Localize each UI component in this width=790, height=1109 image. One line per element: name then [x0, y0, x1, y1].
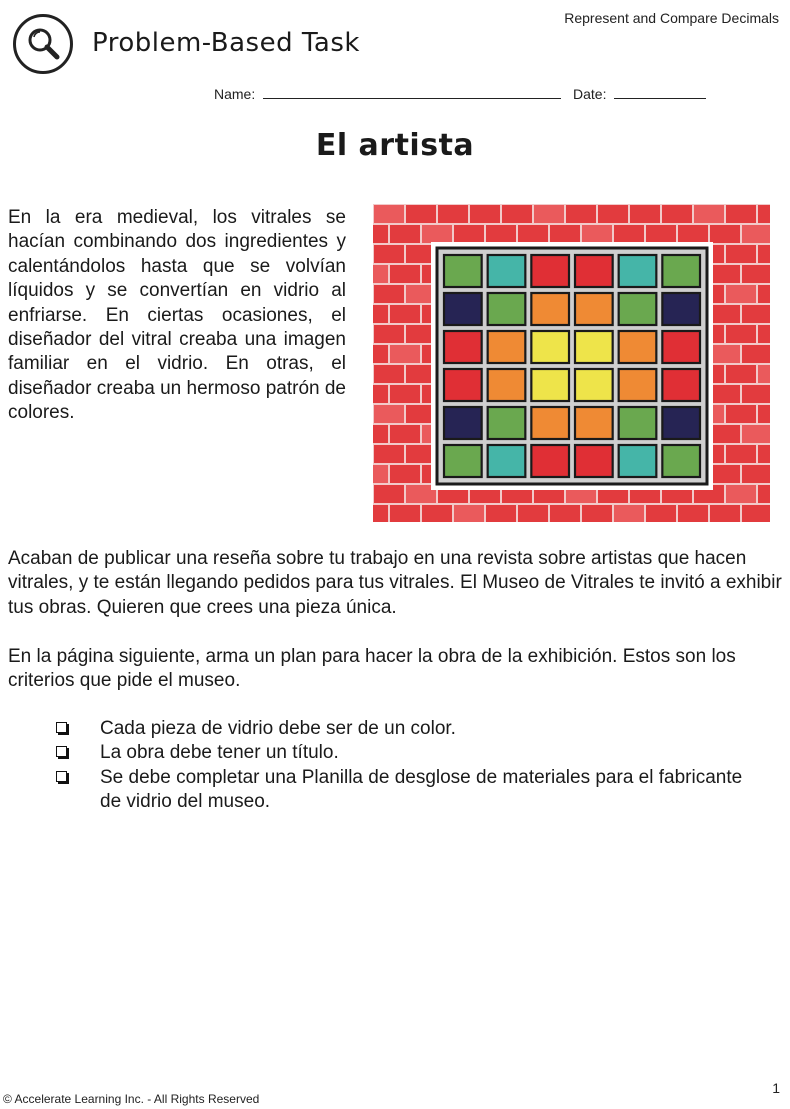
brick — [422, 225, 452, 243]
brick — [758, 245, 770, 263]
criteria-text: Se debe completar una Planilla de desglose de materiales para el fabricante de vidrio del museo. — [100, 766, 743, 813]
glass-pane-orange — [575, 407, 613, 439]
criteria-item — [56, 717, 756, 741]
glass-pane-orange — [619, 331, 657, 363]
brick — [710, 425, 740, 443]
magnifying-glass-icon — [13, 14, 73, 74]
brick — [534, 205, 564, 223]
brick — [390, 425, 420, 443]
brick — [373, 425, 388, 443]
brick — [742, 265, 770, 283]
brick — [598, 205, 628, 223]
brick — [438, 205, 468, 223]
brick — [694, 205, 724, 223]
brick — [373, 225, 388, 243]
brick — [742, 425, 770, 443]
paragraph-instructions: En la página siguiente, arma un plan para hacer la obra de la exhibición. Estos son los criterios que pide el museo. — [8, 646, 736, 692]
glass-pane-red — [531, 445, 569, 477]
glass-pane-yellow — [531, 331, 569, 363]
glass-pane-orange — [531, 407, 569, 439]
brick — [758, 405, 770, 423]
date-label: Date: — [573, 86, 607, 102]
criteria-text: La obra debe tener un título. — [100, 742, 339, 764]
brick — [454, 225, 484, 243]
brick — [758, 325, 770, 343]
brick — [742, 465, 770, 483]
glass-pane-yellow — [575, 331, 613, 363]
brick — [374, 205, 404, 223]
glass-pane-teal — [619, 255, 657, 287]
brick — [726, 285, 756, 303]
brick — [726, 325, 756, 343]
brick — [374, 405, 404, 423]
brick — [758, 365, 770, 383]
glass-pane-teal — [488, 445, 526, 477]
glass-pane-orange — [575, 293, 613, 325]
brick — [373, 465, 388, 483]
glass-pane-red — [575, 255, 613, 287]
brick — [406, 205, 436, 223]
brick — [614, 225, 644, 243]
intro-paragraph: En la era medieval, los vitrales se hacían combinando dos ingredientes y calentándolos hasta que se volvían líquidos y se convertían en vidrio al enfriarse. En ciertas ocasiones, el diseñador del vitral creaba una imagen familiar en el vidrio. En otras, el diseñador creaba un hermoso patrón de colores. — [8, 207, 347, 424]
brick — [742, 505, 770, 522]
brick — [742, 385, 770, 403]
glass-pane-orange — [488, 369, 526, 401]
brick — [390, 505, 420, 522]
paragraph-commission: Acaban de publicar una reseña sobre tu trabajo en una revista sobre artistas que hacen vitrales, y te están llegando pedidos para tus vitrales. El Museo de Vitrales te invitó a exhibir tus obras. Quieren que crees una pieza única. — [8, 548, 782, 618]
checkbox-icon — [56, 746, 67, 757]
glass-pane-red — [662, 331, 700, 363]
brick — [390, 225, 420, 243]
glass-pane-green — [488, 293, 526, 325]
glass-pane-yellow — [531, 369, 569, 401]
brick — [374, 485, 404, 503]
brick — [678, 505, 708, 522]
brick — [518, 225, 548, 243]
brick — [710, 265, 740, 283]
checkbox-icon — [56, 771, 67, 782]
brick — [486, 225, 516, 243]
brick — [374, 285, 404, 303]
checkbox-icon — [56, 722, 67, 733]
glass-pane-green — [619, 293, 657, 325]
brick — [374, 245, 404, 263]
brick — [550, 505, 580, 522]
brick — [390, 265, 420, 283]
glass-pane-teal — [488, 255, 526, 287]
brick — [374, 445, 404, 463]
glass-pane-red — [575, 445, 613, 477]
name-date-line — [214, 86, 706, 102]
name-label: Name: — [214, 86, 256, 102]
glass-pane-red — [531, 255, 569, 287]
brick — [486, 505, 516, 522]
brick — [726, 485, 756, 503]
brick — [373, 385, 388, 403]
header-title: Problem-Based Task — [92, 28, 360, 58]
brick — [710, 305, 740, 323]
brick — [390, 465, 420, 483]
brick — [726, 445, 756, 463]
page-number: 1 — [772, 1080, 780, 1096]
header-subject: Represent and Compare Decimals — [564, 10, 779, 26]
glass-pane-orange — [488, 331, 526, 363]
brick — [758, 445, 770, 463]
glass-pane-navy — [444, 407, 482, 439]
brick — [374, 325, 404, 343]
criteria-text: Cada pieza de vidrio debe ser de un color. — [100, 718, 456, 739]
criteria-item — [56, 741, 756, 765]
glass-pane-yellow — [575, 369, 613, 401]
brick — [518, 505, 548, 522]
criteria-list — [56, 717, 756, 815]
brick — [758, 205, 770, 223]
brick — [390, 305, 420, 323]
brick — [710, 225, 740, 243]
brick — [646, 225, 676, 243]
stained-glass-image — [373, 204, 770, 522]
brick — [726, 365, 756, 383]
glass-pane-navy — [444, 293, 482, 325]
brick — [373, 505, 388, 522]
glass-pane-green — [444, 255, 482, 287]
brick — [758, 285, 770, 303]
glass-pane-teal — [619, 445, 657, 477]
brick — [373, 265, 388, 283]
brick — [710, 505, 740, 522]
brick — [454, 505, 484, 522]
date-field[interactable] — [614, 86, 706, 99]
brick — [710, 465, 740, 483]
brick — [742, 225, 770, 243]
footer-copyright: © Accelerate Learning Inc. - All Rights Reserved — [3, 1092, 260, 1106]
glass-pane-green — [619, 407, 657, 439]
brick — [630, 205, 660, 223]
brick — [422, 505, 452, 522]
brick — [502, 205, 532, 223]
brick — [710, 385, 740, 403]
glass-pane-red — [662, 369, 700, 401]
brick — [566, 205, 596, 223]
brick — [390, 345, 420, 363]
brick — [582, 225, 612, 243]
brick — [646, 505, 676, 522]
brick — [726, 245, 756, 263]
brick — [726, 205, 756, 223]
brick — [726, 405, 756, 423]
criteria-item — [56, 766, 756, 815]
brick — [742, 305, 770, 323]
brick — [710, 345, 740, 363]
brick — [758, 485, 770, 503]
brick — [390, 385, 420, 403]
brick — [662, 205, 692, 223]
brick — [373, 305, 388, 323]
brick — [614, 505, 644, 522]
glass-pane-green — [444, 445, 482, 477]
brick — [550, 225, 580, 243]
glass-pane-green — [488, 407, 526, 439]
brick — [374, 365, 404, 383]
brick — [470, 205, 500, 223]
brick — [373, 345, 388, 363]
glass-pane-navy — [662, 407, 700, 439]
brick — [678, 225, 708, 243]
glass-pane-orange — [619, 369, 657, 401]
page-title: El artista — [315, 128, 475, 163]
glass-pane-navy — [662, 293, 700, 325]
glass-pane-red — [444, 369, 482, 401]
name-field[interactable] — [263, 86, 561, 99]
brick — [582, 505, 612, 522]
glass-pane-green — [662, 445, 700, 477]
glass-pane-orange — [531, 293, 569, 325]
brick — [742, 345, 770, 363]
glass-pane-red — [444, 331, 482, 363]
glass-pane-green — [662, 255, 700, 287]
